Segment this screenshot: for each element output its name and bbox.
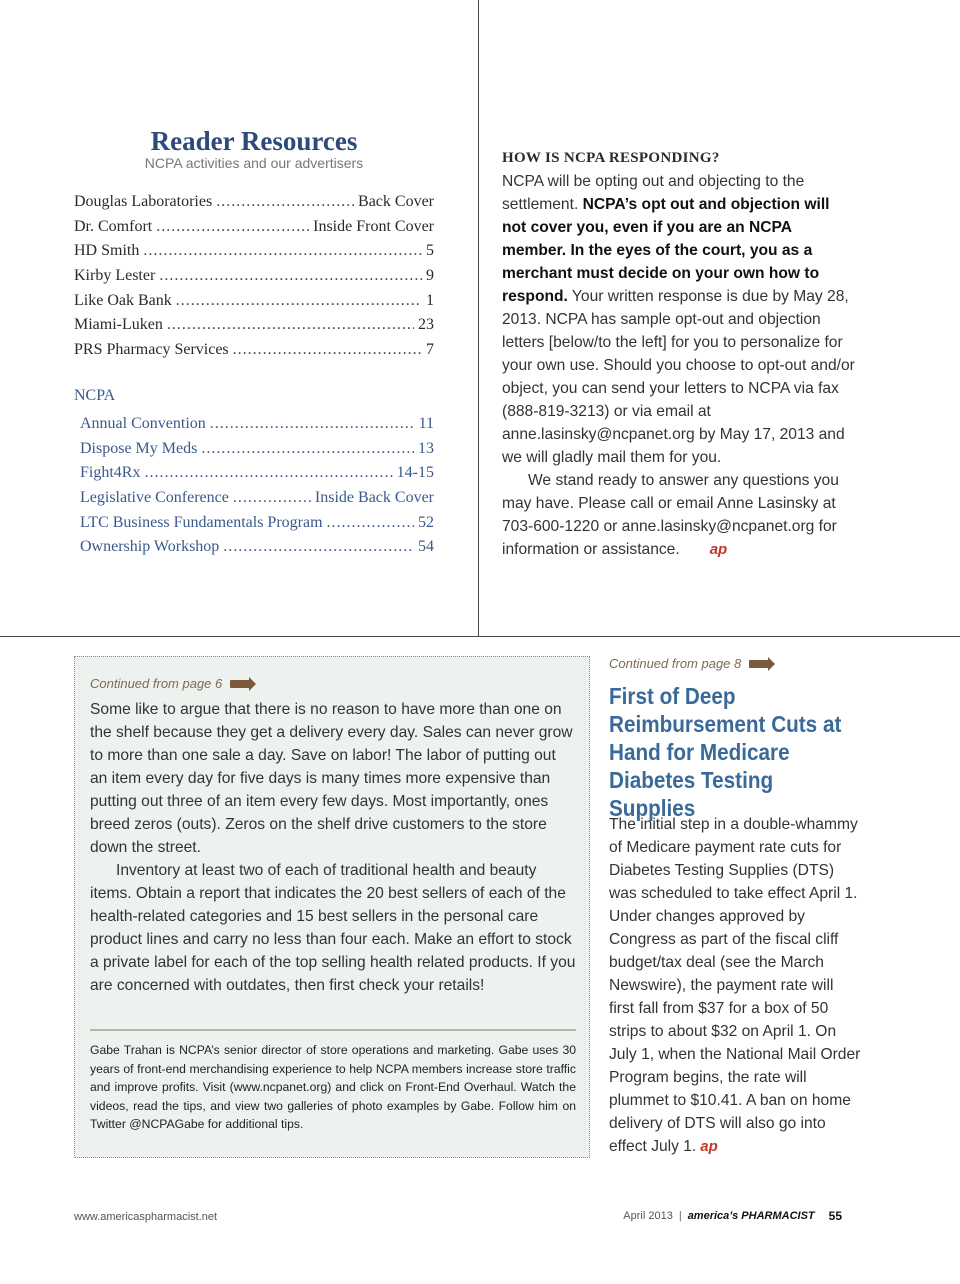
dot-leader	[167, 313, 414, 338]
list-item	[74, 239, 434, 264]
list-item	[80, 511, 434, 536]
dot-leader	[176, 289, 422, 314]
dot-leader	[159, 264, 422, 289]
dot-leader	[210, 412, 415, 437]
ncpa-resource-list	[80, 412, 434, 560]
column-divider-vertical	[478, 0, 479, 636]
page-ref: 14-15	[396, 464, 434, 482]
box-body	[90, 698, 576, 997]
response-intro: NCPA will be opting out and objecting to the settlement.	[502, 173, 805, 213]
continued-text: Continued from page 6	[90, 676, 223, 691]
response-closing-paragraph	[502, 469, 858, 561]
box-paragraph: Inventory at least two of each of traditional health and beauty items. Obtain a report that indicates the 20 best sellers of each of the health-related categories and 15 best sellers in the personal care product lines and carry no less than four each. Make an effort to stock a private label for each of the top selling health related products. If you are concerned with outdates, then first check your retails!	[90, 862, 576, 994]
dot-leader	[156, 215, 309, 240]
list-item	[74, 289, 434, 314]
footer-url: www.americaspharmacist.net	[74, 1211, 218, 1223]
store-tips-box	[74, 656, 590, 1158]
section-divider-horizontal	[0, 636, 960, 637]
arrow-right-icon	[230, 680, 250, 688]
dot-leader	[233, 486, 311, 511]
list-item	[74, 338, 434, 363]
page-ref: Inside Front Cover	[313, 217, 434, 235]
list-item	[80, 461, 434, 486]
resource-name: Annual Convention	[80, 415, 206, 432]
page-ref: Back Cover	[358, 193, 434, 210]
page-number: 55	[828, 1209, 842, 1223]
list-item	[80, 437, 434, 462]
list-item	[80, 412, 434, 437]
continued-label	[609, 656, 769, 671]
advertiser-list	[74, 190, 434, 363]
footer-folio	[623, 1209, 842, 1223]
advertiser-name: Like Oak Bank	[74, 291, 172, 309]
continued-label	[90, 676, 250, 691]
response-details: Your written response is due by May 28, 2013. NCPA has sample opt-out and objection letters [below/to the left] for you to personalize for your own use. Should you choose to opt-out and/or object, you can send your letters to NCPA via fax (888-819-3213) or via email at anne.lasinsky@ncpanet.org by May 17, 2013 and we will gladly mail them for you.	[502, 288, 855, 466]
dot-leader	[233, 338, 422, 363]
page-ref: 5	[426, 242, 434, 260]
response-paragraph	[502, 170, 858, 469]
dot-leader	[143, 239, 422, 264]
list-item	[80, 486, 434, 511]
dot-leader	[201, 437, 414, 462]
ap-end-logo: ap	[709, 541, 728, 558]
list-item	[80, 535, 434, 560]
footer-date: April 2013	[623, 1210, 673, 1222]
ncpa-response-article	[502, 148, 858, 561]
page-ref: 7	[426, 341, 434, 359]
diabetes-text: The initial step in a double-whammy of Medicare payment rate cuts for Diabetes Testing Supplies (DTS) was scheduled to take effect April 1. Under changes approved by Congress as part of the fiscal cliff budget/tax deal (see the March Newswire), the payment rate will first fall from $37 for a box of 50 strips to about $32 on April 1. On July 1, when the National Mail Order Program begins, the rate will plummet to $10.41. A ban on home delivery of DTS will also go into effect July 1.	[609, 816, 861, 1155]
list-item	[74, 215, 434, 240]
list-item	[74, 190, 434, 215]
arrow-right-icon	[749, 660, 769, 668]
footer-brand: america’s PHARMACIST	[687, 1210, 815, 1222]
page-ref: 52	[418, 513, 434, 531]
list-item	[74, 264, 434, 289]
resource-name: Dispose My Meds	[80, 439, 198, 457]
page-ref: 1	[426, 291, 434, 309]
ncpa-heading: NCPA	[74, 387, 116, 404]
dot-leader	[327, 511, 414, 536]
diabetes-article-body	[609, 813, 861, 1158]
footer-separator: |	[678, 1210, 682, 1222]
advertiser-name: Dr. Comfort	[74, 217, 153, 235]
resource-name: LTC Business Fundamentals Program	[80, 513, 323, 531]
page-ref: 23	[418, 316, 434, 334]
advertiser-name: PRS Pharmacy Services	[74, 341, 229, 359]
diabetes-article-title: First of Deep Reimbursement Cuts at Hand for Medicare Diabetes Testing Supplies	[609, 683, 842, 821]
reader-resources-subtitle: NCPA activities and our advertisers	[144, 155, 364, 171]
advertiser-name: Miami-Luken	[74, 316, 163, 334]
advertiser-name: Kirby Lester	[74, 267, 156, 285]
box-paragraph: Some like to argue that there is no reason to have more than one on the shelf because they get a delivery every day. Sales can never grow to more than one sale a day. Save on labor! The labor of putting out an item every day for five days is many times more expensive than putting out three of an item every few days. Most importantly, ones breed zeros (outs). Zeros on the shelf drive customers to the store down the street.	[90, 701, 573, 856]
list-item	[74, 313, 434, 338]
advertiser-name: Douglas Laboratories	[74, 193, 213, 210]
page-ref: 13	[418, 439, 434, 457]
response-bold-notice: NCPA’s opt out and objection will not cover you, even if you are an NCPA member. In the eyes of the court, you as a merchant must decide on your own how to respond.	[502, 196, 830, 305]
page-ref: 11	[418, 415, 434, 432]
resource-name: Fight4Rx	[80, 464, 141, 482]
resource-name: Legislative Conference	[80, 489, 229, 507]
box-divider	[90, 1029, 576, 1031]
dot-leader	[216, 190, 354, 215]
response-heading: HOW IS NCPA RESPONDING?	[502, 150, 720, 166]
dot-leader	[223, 535, 414, 560]
page-ref: 54	[418, 538, 434, 556]
dot-leader	[144, 461, 392, 486]
ap-end-logo: ap	[700, 1138, 718, 1155]
advertiser-name: HD Smith	[74, 242, 140, 260]
reader-resources-title: Reader Resources	[150, 126, 358, 156]
author-bio: Gabe Trahan is NCPA’s senior director of store operations and marketing. Gabe uses 30 years of front-end merchandising experience to help NCPA members increase store traffic and improve profits. Visit (www.ncpanet.org) and click on Front-End Overhaul. Watch the videos, read the tips, and view two galleries of photo examples by Gabe. Follow him on Twitter @NCPAGabe for additional tips.	[90, 1043, 576, 1131]
page-ref: Inside Back Cover	[314, 489, 434, 507]
page-ref: 9	[426, 267, 434, 285]
resource-name: Ownership Workshop	[80, 538, 220, 556]
response-closing: We stand ready to answer any questions you may have. Please call or email Anne Lasinsky at 703-600-1220 or anne.lasinsky@ncpanet.org for information or assistance.	[502, 472, 839, 558]
continued-text: Continued from page 8	[609, 656, 742, 671]
